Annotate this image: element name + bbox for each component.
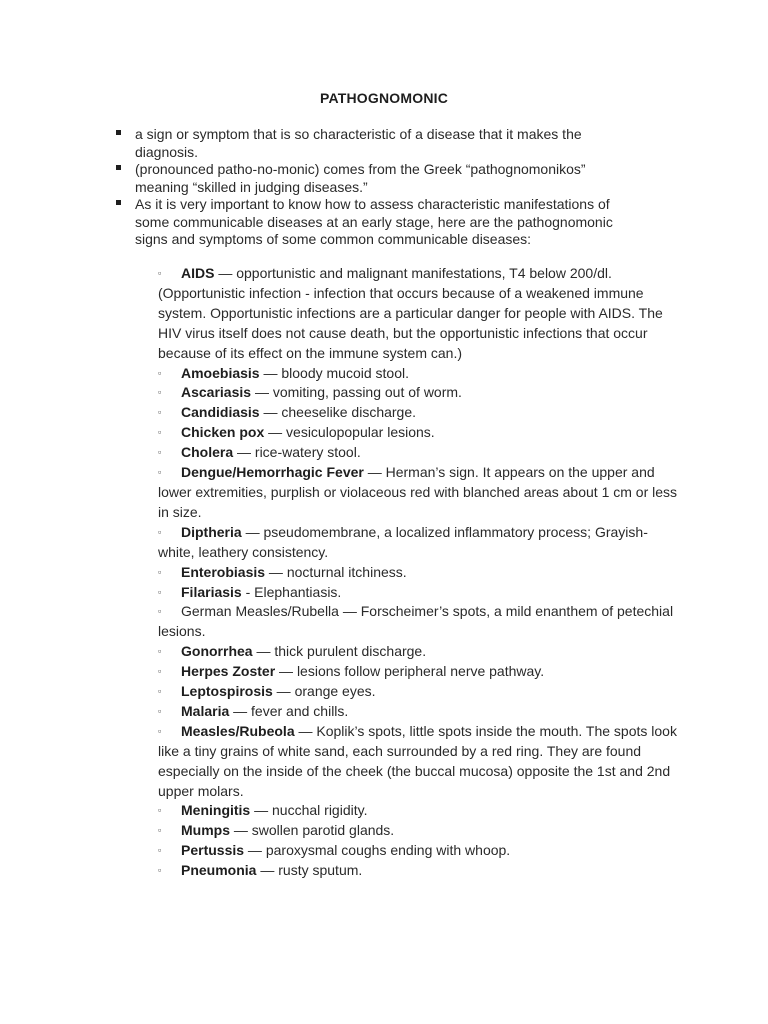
disease-description: cheeselike discharge.: [281, 404, 417, 421]
disease-name: Diptheria: [181, 523, 242, 540]
hollow-square-bullet-icon: ▫: [158, 586, 162, 597]
hollow-square-bullet-icon: ▫: [158, 705, 162, 716]
disease-description: paroxysmal coughs ending with whoop.: [265, 842, 511, 859]
disease-separator: -: [241, 583, 255, 600]
hollow-square-bullet-icon: ▫: [158, 606, 162, 617]
hollow-square-bullet-icon: ▫: [158, 865, 162, 876]
definition-list: [116, 126, 636, 249]
disease-separator: —: [241, 523, 264, 540]
disease-name: Pneumonia: [181, 862, 257, 879]
disease-description: nocturnal itchiness.: [286, 563, 407, 580]
disease-name: Leptospirosis: [181, 683, 273, 700]
disease-name: Pertussis: [181, 842, 245, 859]
hollow-square-bullet-icon: ▫: [158, 845, 162, 856]
hollow-square-bullet-icon: ▫: [158, 725, 162, 736]
hollow-square-bullet-icon: ▫: [158, 825, 162, 836]
disease-separator: —: [230, 822, 252, 839]
disease-item: [158, 383, 678, 403]
square-bullet-icon: [116, 130, 121, 135]
disease-separator: —: [294, 722, 317, 739]
disease-item: [158, 801, 678, 821]
hollow-square-bullet-icon: ▫: [158, 387, 162, 398]
disease-item: [158, 364, 678, 384]
disease-item: [158, 423, 678, 443]
square-bullet-icon: [116, 165, 121, 170]
disease-name: Candidiasis: [181, 404, 260, 421]
disease-item: [158, 583, 678, 603]
disease-separator: —: [259, 364, 282, 381]
disease-name: Enterobiasis: [181, 563, 266, 580]
hollow-square-bullet-icon: ▫: [158, 686, 162, 697]
disease-description: thick purulent discharge.: [274, 643, 427, 660]
disease-separator: —: [233, 444, 255, 461]
disease-name: Gonorrhea: [181, 643, 253, 660]
definition-text: (pronounced patho-no-monic) comes from the Greek “pathognomonikos” meaning “skilled in judging diseases.”: [135, 161, 586, 195]
disease-item: [158, 602, 678, 642]
disease-name: Herpes Zoster: [181, 663, 276, 680]
disease-name: Dengue/Hemorrhagic Fever: [181, 464, 364, 481]
disease-separator: —: [259, 404, 282, 421]
disease-separator: —: [338, 603, 361, 620]
disease-name: Filariasis: [181, 583, 242, 600]
disease-item: [158, 264, 678, 364]
disease-description: Elephantiasis.: [254, 583, 342, 600]
definition-item: [116, 126, 636, 161]
disease-description: nucchal rigidity.: [272, 802, 368, 819]
disease-description: rice-watery stool.: [254, 444, 361, 461]
disease-separator: —: [244, 842, 266, 859]
disease-name: Amoebiasis: [181, 364, 260, 381]
disease-item: [158, 722, 678, 802]
hollow-square-bullet-icon: ▫: [158, 566, 162, 577]
disease-item: [158, 682, 678, 702]
disease-name: Mumps: [181, 822, 230, 839]
hollow-square-bullet-icon: ▫: [158, 447, 162, 458]
disease-separator: —: [272, 683, 295, 700]
disease-name: Meningitis: [181, 802, 251, 819]
hollow-square-bullet-icon: ▫: [158, 805, 162, 816]
disease-item: [158, 403, 678, 423]
disease-item: [158, 702, 678, 722]
disease-list: [158, 264, 678, 881]
square-bullet-icon: [116, 200, 121, 205]
disease-separator: —: [275, 663, 297, 680]
disease-item: [158, 662, 678, 682]
disease-description: orange eyes.: [294, 683, 376, 700]
disease-item: [158, 642, 678, 662]
disease-separator: —: [363, 464, 386, 481]
disease-description: vesiculopopular lesions.: [286, 424, 435, 441]
disease-item: [158, 841, 678, 861]
disease-description: bloody mucoid stool.: [281, 364, 410, 381]
disease-item: [158, 563, 678, 583]
disease-name: Measles/Rubeola: [181, 722, 295, 739]
disease-description: swollen parotid glands.: [251, 822, 395, 839]
hollow-square-bullet-icon: ▫: [158, 646, 162, 657]
disease-item: [158, 443, 678, 463]
disease-separator: —: [252, 643, 275, 660]
disease-separator: —: [214, 265, 237, 281]
disease-separator: —: [256, 862, 279, 879]
definition-text: As it is very important to know how to assess characteristic manifestations of some communicable diseases at an early stage, here are the pathognomonic signs and symptoms of some common communicable diseases:: [135, 196, 613, 247]
hollow-square-bullet-icon: ▫: [158, 427, 162, 438]
hollow-square-bullet-icon: ▫: [158, 467, 162, 478]
disease-separator: —: [250, 802, 273, 819]
disease-description: pseudomembrane, a localized inflammatory process; Grayish-white, leathery consistency.: [158, 523, 648, 560]
hollow-square-bullet-icon: ▫: [158, 268, 162, 278]
disease-description: vomiting, passing out of worm.: [272, 384, 462, 401]
disease-description: Herman’s sign. It appears on the upper and lower extremities, purplish or violaceous red with blanched areas about 1 cm or less in size.: [158, 464, 678, 520]
disease-name: Cholera: [181, 444, 234, 461]
hollow-square-bullet-icon: ▫: [158, 407, 162, 418]
disease-description: rusty sputum.: [278, 862, 363, 879]
disease-separator: —: [265, 563, 287, 580]
disease-separator: —: [229, 702, 252, 719]
disease-description: Forscheimer’s spots, a mild enanthem of petechial lesions.: [158, 603, 674, 640]
definition-item: [116, 161, 636, 196]
disease-item: [158, 523, 678, 563]
disease-name: German Measles/Rubella: [181, 603, 339, 620]
disease-name: Malaria: [181, 702, 230, 719]
definition-text: a sign or symptom that is so characteristic of a disease that it makes the diagnosis.: [135, 126, 582, 160]
disease-separator: —: [264, 424, 287, 441]
disease-item: [158, 861, 678, 881]
hollow-square-bullet-icon: ▫: [158, 367, 162, 378]
disease-description: lesions follow peripheral nerve pathway.: [296, 663, 545, 680]
definition-item: [116, 196, 636, 249]
page-title: PATHOGNOMONIC: [319, 90, 449, 106]
hollow-square-bullet-icon: ▫: [158, 526, 162, 537]
disease-item: [158, 463, 678, 523]
hollow-square-bullet-icon: ▫: [158, 666, 162, 677]
disease-description: opportunistic and malignant manifestations, T4 below 200/dl. (Opportunistic infection - infection that occurs because of a weakened immune system. Opportunistic infections are a particular danger for people with AIDS. The HIV virus itself does not cause death, but the opportunistic infections that occur because of its effect on the immune system can.): [158, 265, 663, 361]
disease-name: Chicken pox: [181, 424, 265, 441]
disease-name: Ascariasis: [181, 384, 252, 401]
disease-name: AIDS: [181, 265, 215, 281]
disease-description: fever and chills.: [251, 702, 349, 719]
disease-separator: —: [251, 384, 273, 401]
disease-item: [158, 821, 678, 841]
disease-description: Koplik’s spots, little spots inside the mouth. The spots look like a tiny grains of white sand, each surrounded by a red ring. They are found especially on the inside of the cheek (the buccal mucosa) opposite the 1st and 2nd upper molars.: [158, 722, 677, 799]
